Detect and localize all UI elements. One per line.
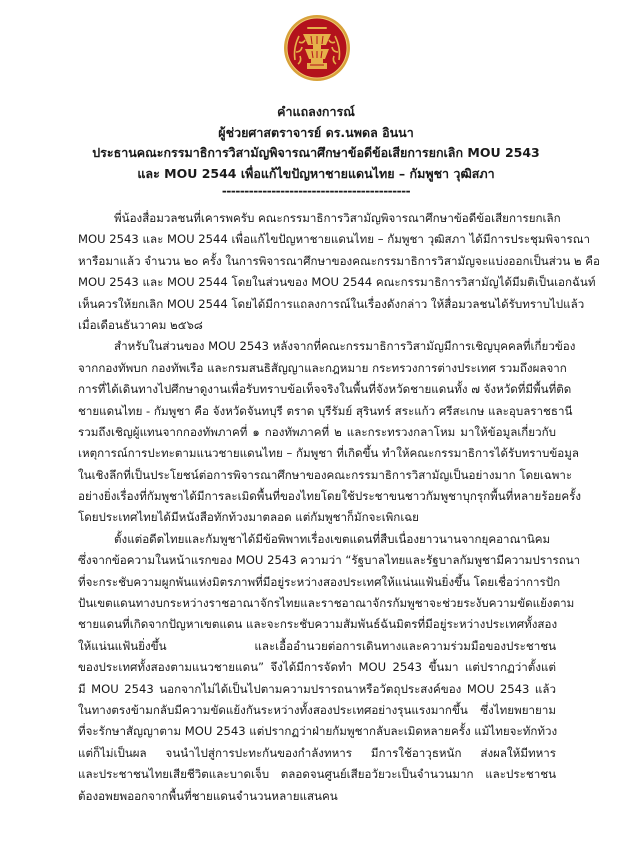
body-text-line: ให้แน่นแฟ้นยิ่งขึ้น และเอื้ออำนวยต่อการเดินทางและความร่วมมือของประชาชน <box>78 638 556 653</box>
body-text-line: เห็นควรให้ยกเลิก MOU 2544 โดยได้มีการแถลงการณ์ในเรื่องดังกล่าว ให้สื่อมวลชนได้รับทราบไปแล้ว <box>78 296 585 311</box>
body-text-line: ในทางตรงข้ามกลับมีความขัดแย้งกันระหว่างทั้งสองประเทศอย่างรุนแรงมากขึ้น ซึ่งไทยพยายาม <box>78 702 556 717</box>
body-text-line: ปันเขตแดนทางบกระหว่างราชอาณาจักรไทยและราชอาณาจักรกัมพูชาจะช่วยระงับความขัดแย้งตาม <box>78 596 575 611</box>
statement-body <box>78 208 600 807</box>
body-text-line: ชายแดนที่เกิดจากปัญหาเขตแดน และจะกระชับความสัมพันธ์ฉันมิตรที่มีอยู่ระหว่างประเทศทั้งสอง <box>78 617 558 632</box>
speaker-position-line-1: ประธานคณะกรรมาธิการวิสามัญพิจารณาศึกษาข้อดีข้อเสียการยกเลิก MOU 2543 <box>92 145 540 160</box>
body-text-line: MOU 2543 และ MOU 2544 เพื่อแก้ไขปัญหาชายแดนไทย – กัมพูชา วุฒิสภา ได้มีการประชุมพิจารณา <box>78 232 590 247</box>
body-text-line: อย่างยิ่งเรื่องที่กัมพูชาได้มีการละเมิดพื้นที่ของไทยโดยใช้ประชาขนชาวกัมพูชาบุกรุกพื้นที่หลายร้อยครั้ง <box>78 489 581 504</box>
body-text-line: โดยประเทศไทยได้มีหนังสือทักท้วงมาตลอด แต่กัมพูชาก็มักจะเพิกเฉย <box>78 510 419 525</box>
body-text-line: ที่จะกระชับความผูกพันแห่งมิตรภาพที่มีอยู่ระหว่างสองประเทศให้แน่นแฟ้นยิ่งขึ้น โดยเชื่อว่าการปัก <box>78 574 561 589</box>
body-text-line: ในเชิงลึกที่เป็นประโยชน์ต่อการพิจารณาศึกษาของคณะกรรมาธิการวิสามัญเป็นอย่างมาก โดยเฉพาะ <box>78 467 573 482</box>
body-text-line: สำหรับในส่วนของ MOU 2543 หลังจากที่คณะกรรมาธิการวิสามัญมีการเชิญบุคคลที่เกี่ยวข้อง <box>114 339 576 354</box>
body-text-line: ซึ่งจากข้อความในหน้าแรกของ MOU 2543 ความว่า “รัฐบาลไทยและรัฐบาลกัมพูชามีความปรารถนา <box>78 553 581 568</box>
header-divider: ------------------------------------------ <box>221 184 411 198</box>
body-text-line: พี่น้องสื่อมวลชนที่เคารพครับ คณะกรรมาธิการวิสามัญพิจารณาศึกษาข้อดีข้อเสียการยกเลิก <box>114 211 561 225</box>
body-text-line: MOU 2543 และ MOU 2544 โดยในส่วนของ MOU 2544 คณะกรรมาธิการวิสามัญได้มีมติเป็นเอกฉันท์ <box>78 275 596 290</box>
parliament-emblem-icon <box>283 14 351 82</box>
body-text-line: เมื่อเดือนธันวาคม ๒๕๖๘ <box>78 317 203 332</box>
body-text-line: หารือมาแล้ว จำนวน ๒๐ ครั้ง ในการพิจารณาศึกษาของคณะกรรมาธิการวิสามัญจะแบ่งออกเป็นส่วน ๒ คือ <box>78 253 600 268</box>
body-text-line: มี MOU 2543 นอกจากไม่ได้เป็นไปตามความปรารถนาหรือวัตถุประสงค์ของ MOU 2543 แล้ว <box>78 681 556 696</box>
body-text-line: จากกองทัพบก กองทัพเรือ และกรมสนธิสัญญาและกฎหมาย กระทรวงการต่างประเทศ รวมถึงผลจาก <box>78 360 567 375</box>
body-text-line: และประชาชนไทยเสียชีวิตและบาดเจ็บ ตลอดจนศูนย์เสียอวัยวะเป็นจำนวนมาก และประชาชน <box>78 767 556 782</box>
body-text-line: ที่จะรักษาสัญญาตาม MOU 2543 แต่ปรากฏว่าฝ่ายกัมพูชากลับละเมิดหลายครั้ง แม้ไทยจะทักท้วง <box>78 724 558 739</box>
body-text-line: ต้องอพยพออกจากพื้นที่ชายแดนจำนวนหลายแสนคน <box>78 788 338 803</box>
body-text-line: การที่ได้เดินทางไปศึกษาดูงานเพื่อรับทราบข้อเท็จจริงในพื้นที่จังหวัดชายแดนทั้ง ๗ จังหวัดที่มีพื้นที่ติด <box>78 382 572 397</box>
body-text-line: แต่ก็ไม่เป็นผล จนนำไปสู่การปะทะกันของกำลังทหาร มีการใช้อาวุธหนัก ส่งผลให้มีทหาร <box>78 745 556 760</box>
body-text-line: ของประเทศทั้งสองตามแนวชายแดน” จึงได้มีการจัดทำ MOU 2543 ขึ้นมา แต่ปรากฏว่าตั้งแต่ <box>78 660 556 675</box>
body-text-line: เหตุการณ์การปะทะตามแนวชายแดนไทย – กัมพูชา ที่เกิดขึ้น ทำให้คณะกรรมาธิการได้รับทราบข้อมูล <box>78 446 580 461</box>
speaker-name: ผู้ช่วยศาสตราจารย์ ดร.นพดล อินนา <box>218 124 414 140</box>
statement-header <box>0 102 632 198</box>
statement-title: คำแถลงการณ์ <box>277 104 355 119</box>
body-text-line: รวมถึงเชิญผู้แทนจากกองทัพภาคที่ ๑ กองทัพภาคที่ ๒ และกระทรวงกลาโหม มาให้ข้อมูลเกี่ยวกับ <box>78 424 556 439</box>
body-text-line: ชายแดนไทย - กัมพูชา คือ จังหวัดจันทบุรี ตราด บุรีรัมย์ สุรินทร์ สระแก้ว ศรีสะเกษ และอุบลราชธานี <box>78 403 573 418</box>
speaker-position-line-2: และ MOU 2544 เพื่อแก้ไขปัญหาชายแดนไทย – กัมพูชา วุฒิสภา <box>137 165 495 181</box>
body-text-line: ตั้งแต่อดีตไทยและกัมพูชาได้มีข้อพิพาทเรื่องเขตแดนที่สืบเนื่องยาวนานจากยุคอาณานิคม <box>114 531 551 546</box>
